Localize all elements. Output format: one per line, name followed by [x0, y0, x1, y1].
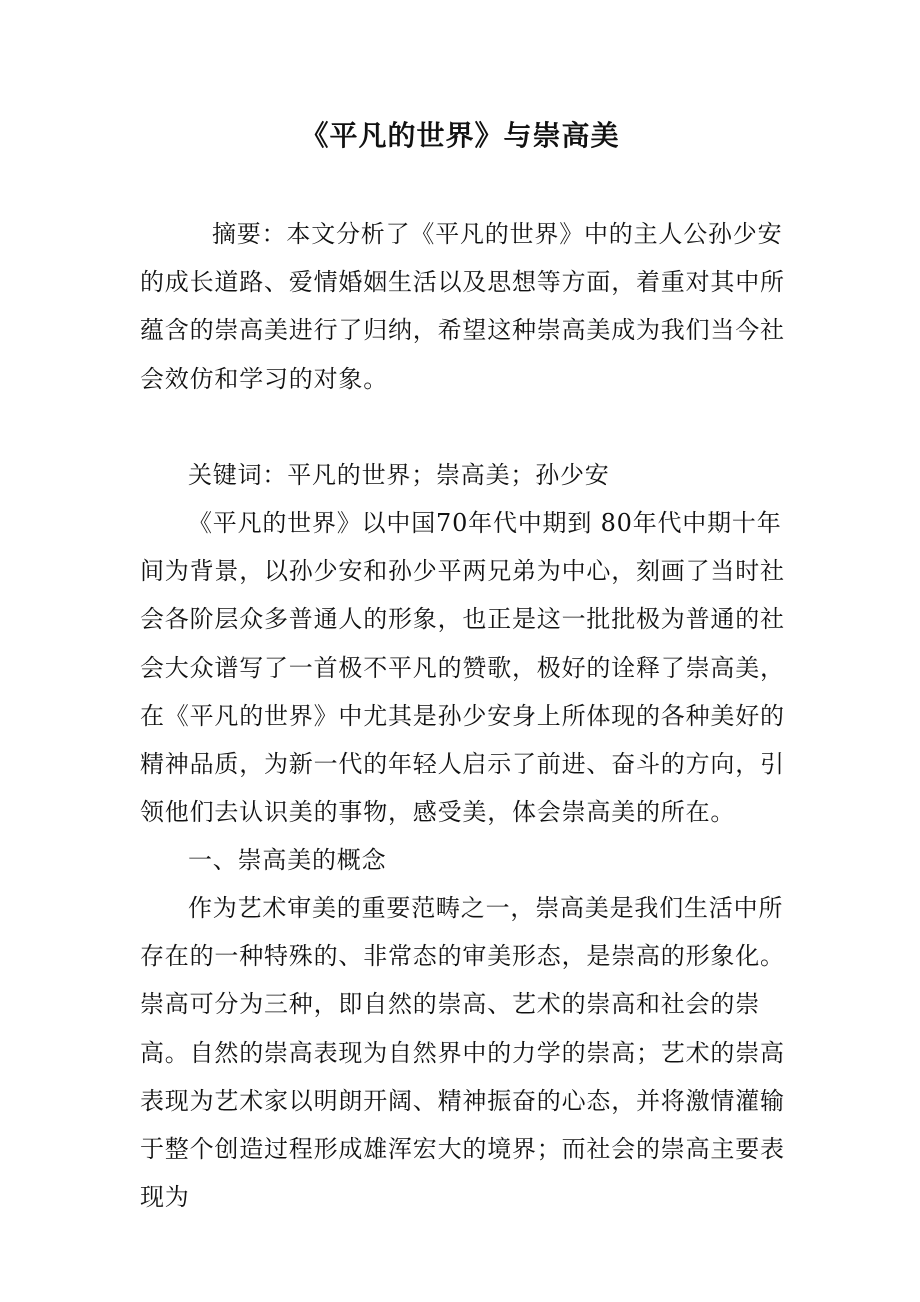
abstract-paragraph: 摘要：本文分析了《平凡的世界》中的主人公孙少安的成长道路、爱情婚姻生活以及思想等方面，着重对其中所蕴含的崇高美进行了归纳，希望这种崇高美成为我们当今社会效仿和学习的对象。 [140, 220, 785, 393]
body-paragraph-concept: 作为艺术审美的重要范畴之一，崇高美是我们生活中所存在的一种特殊的、非常态的审美形态，是崇高的形象化。崇高可分为三种，即自然的崇高、艺术的崇高和社会的崇高。自然的崇高表现为自然界中的力学的崇高；艺术的崇高表现为艺术家以明朗开阔、精神振奋的心态，并将激情灌输于整个创造过程形成雄浑宏大的境界；而社会的崇高主要表现为 [140, 894, 785, 1212]
section-heading-concept: 一、崇高美的概念 [188, 846, 387, 874]
body-paragraph-intro: 《平凡的世界》以中国70年代中期到 80年代中期十年间为背景，以孙少安和孙少平两兄弟为中心，刻画了当时社会各阶层众多普通人的形象，也正是这一批批极为普通的社会大众谱写了一首极不平凡的赞歌，极好的诠释了崇高美，在《平凡的世界》中尤其是孙少安身上所体现的各种美好的精神品质，为新一代的年轻人启示了前进、奋斗的方向，引领他们去认识美的事物，感受美，体会崇高美的所在。 [140, 509, 785, 827]
document-title: 《平凡的世界》与崇高美 [300, 119, 620, 152]
keywords-line: 关键词：平凡的世界；崇高美；孙少安 [188, 461, 610, 489]
